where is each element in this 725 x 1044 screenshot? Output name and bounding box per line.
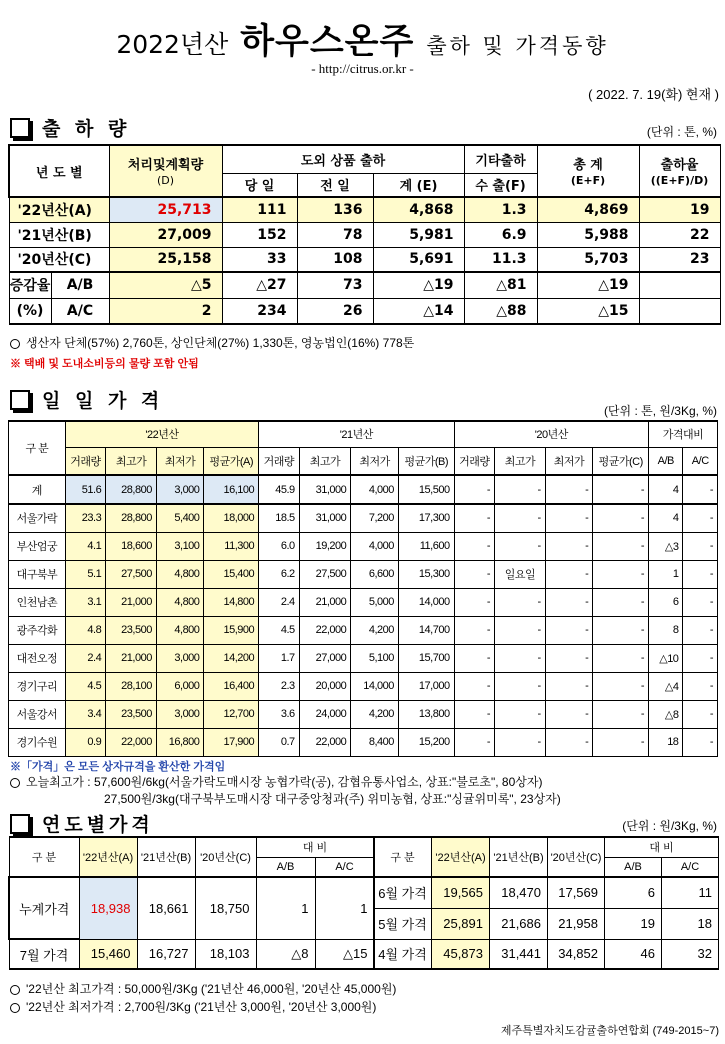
circle-bullet-icon — [10, 778, 20, 788]
document-title — [0, 14, 725, 62]
table-row: '22년산(A) 25,713 111 136 4,868 1.3 4,869 19 — [9, 197, 720, 222]
table-row: 4월 가격 45,873 31,441 34,852 46 32 — [374, 939, 719, 969]
table-row: 6월 가격 19,565 18,470 17,569 6 11 — [374, 877, 719, 908]
header-other: 기타출하 — [464, 145, 537, 173]
checkbox-square-icon — [10, 814, 30, 834]
header-prev: 전 일 — [297, 173, 373, 197]
title-year: 2022년산 — [116, 30, 229, 59]
circle-bullet-icon — [10, 339, 20, 349]
table-row: 경기수원 0.9 22,000 16,800 17,900 0.7 22,000 8,400 15,200 - - - - 18 - — [9, 728, 718, 756]
header-outside: 도외 상품 출하 — [222, 145, 464, 173]
yearly-section-title: 연도별가격 — [10, 810, 154, 837]
circle-bullet-icon — [10, 985, 20, 995]
table-row: 경기구리 4.5 28,100 6,000 16,400 2.3 20,000 14,000 17,000 - - - - △4 - — [9, 672, 718, 700]
table-row: 증감율 A/B △5 △27 73 △19 △81 △19 — [9, 272, 720, 298]
table-row: 대전오정 2.4 21,000 3,000 14,200 1.7 27,000 5,100 15,700 - - - - △10 - — [9, 644, 718, 672]
circle-bullet-icon — [10, 1003, 20, 1013]
table-row: 대구북부 5.1 27,500 4,800 15,400 6.2 27,500 6,600 15,300 - 일요일 - - 1 - — [9, 560, 718, 588]
report-date: ( 2022. 7. 19(화) 현재 ) — [588, 87, 719, 102]
shipment-unit: (단위 : 톤, %) — [646, 125, 717, 139]
header-ratio: 출하율 ((E+F)/D) — [639, 145, 720, 197]
yearly-table-left: 구 분 '22년산(A) '21년산(B) '20년산(C) 대 비 A/B A/C 누계가격 18,938 18,661 18,750 1 1 7월 가격 15,460 16,727 18,103 △8 △15 — [8, 836, 375, 970]
yearly-unit: (단위 : 원/3Kg, %) — [622, 819, 717, 833]
shipment-note: 생산자 단체(57%) 2,760톤, 상인단체(27%) 1,330톤, 영농법인(16%) 778톤 — [10, 334, 414, 351]
table-row: 광주각화 4.8 23,500 4,800 15,900 4.5 22,000 4,200 14,700 - - - - 8 - — [9, 616, 718, 644]
website-url[interactable]: - http://citrus.or.kr - — [311, 61, 414, 76]
daily-price-table: 구 분 '22년산 '21년산 '20년산 가격대비 거래량 최고가 최저가 평균가(A) 거래량 최고가 최저가 평균가(B) 거래량 최고가 최저가 평균가(C) A/B A/C 계 51.6 28,800 3,000 16,100 45.9 31,000 4,000 15,500 - - - - 4 - 서울가락 23.3 28,800 5,400 18,000 18.5 31,000 7,200 17,300 - - - - 4 - 부산엄궁 4.1 18,600 3,100 11,300 6.0 19,200 4,000 11,600 - - - - △3 - 대구북부 5.1 27,500 4,800 15,400 6.2 27,500 6,600 15,300 - 일요일 - - 1 - 인천남촌 3.1 21,000 4,800 14,800 2.4 21,000 5,000 14,000 - - - - 6 - 광주각화 4.8 23,500 4,800 15,900 4.5 22,000 4,200 14,700 - - - - 8 - 대전오정 2.4 21,000 3,000 14,200 1.7 27,000 5,100 15,700 - - - - △10 - 경기구리 4.5 28,100 6,000 16,400 2.3 20,000 14,000 17,000 - - - - △4 - 서울강서 3.4 23,500 3,000 12,700 3.6 24,000 4,200 13,800 - - - - △8 - 경기수원 0.9 22,000 16,800 17,900 0.7 22,000 8,400 15,200 - - - - 18 - — [8, 420, 718, 757]
daily-note-price: ※「가격」은 모든 상자규격을 환산한 가격임 — [10, 761, 226, 773]
daily-header-21: '21년산 — [259, 421, 454, 447]
header-sum: 총 계 (E+F) — [537, 145, 639, 197]
table-row: 5월 가격 25,891 21,686 21,958 19 18 — [374, 908, 719, 939]
daily-header-20: '20년산 — [454, 421, 648, 447]
table-row: 서울가락 23.3 28,800 5,400 18,000 18.5 31,000 7,200 17,300 - - - - 4 - — [9, 504, 718, 532]
table-row: (%) A/C 2 234 26 △14 △88 △15 — [9, 298, 720, 324]
daily-header-div: 구 분 — [9, 421, 66, 475]
footer-organization: 제주특별자치도감귤출하연합회 (749-2015~7) — [500, 1025, 719, 1037]
table-row: 서울강서 3.4 23,500 3,000 12,700 3.6 24,000 4,200 13,800 - - - - △8 - — [9, 700, 718, 728]
daily-header-cmp: 가격대비 — [649, 421, 718, 447]
table-row: 부산엄궁 4.1 18,600 3,100 11,300 6.0 19,200 4,000 11,600 - - - - △3 - — [9, 532, 718, 560]
daily-note-high1: 오늘최고가 : 57,600원/6kg(서울가락도매시장 농협가락(공), 감협유통사업소, 상표:"불로초", 80상자) — [10, 773, 542, 790]
shipment-table — [8, 144, 721, 325]
header-plan: 처리및계획량 (D) — [109, 145, 222, 197]
header-year: 년 도 별 — [9, 145, 109, 197]
title-subtitle: 출하 및 가격동향 — [426, 34, 609, 58]
yearly-note-min: '22년산 최저가격 : 2,700원/3Kg ('21년산 3,000원, '20년산 3,000원) — [10, 998, 376, 1015]
table-row: 7월 가격 15,460 16,727 18,103 △8 △15 — [9, 939, 374, 969]
header-export: 수 출(F) — [464, 173, 537, 197]
shipment-warning: ※ 택배 및 도내소비등의 물량 포함 안됨 — [10, 358, 199, 370]
daily-section-title: 일 일 가 격 — [10, 386, 163, 413]
daily-note-high2: 27,500원/3kg(대구북부도매시장 대구중앙청과(주) 위미농협, 상표:"싱귤위미록", 23상자) — [104, 792, 561, 806]
yearly-note-max: '22년산 최고가격 : 50,000원/3Kg ('21년산 46,000원, '20년산 45,000원) — [10, 980, 396, 997]
yearly-table-right: 구 분 '22년산(A) '21년산(B) '20년산(C) 대 비 A/B A/C 6월 가격 19,565 18,470 17,569 6 11 5월 가격 25,891 21,686 21,958 19 18 4월 가격 45,873 31,441 34,852 46 32 — [373, 836, 719, 970]
daily-header-22: '22년산 — [65, 421, 258, 447]
checkbox-square-icon — [10, 118, 30, 138]
shipment-section-title: 출 하 량 — [10, 114, 130, 141]
table-row: '21년산(B) 27,009 152 78 5,981 6.9 5,988 22 — [9, 222, 720, 247]
table-row: 계 51.6 28,800 3,000 16,100 45.9 31,000 4,000 15,500 - - - - 4 - — [9, 475, 718, 504]
table-row: '20년산(C) 25,158 33 108 5,691 11.3 5,703 23 — [9, 247, 720, 272]
daily-unit: (단위 : 톤, 원/3Kg, %) — [603, 404, 717, 418]
table-row: 인천남촌 3.1 21,000 4,800 14,800 2.4 21,000 5,000 14,000 - - - - 6 - — [9, 588, 718, 616]
checkbox-square-icon — [10, 390, 30, 410]
header-total: 계 (E) — [373, 173, 464, 197]
table-row: 누계가격 18,938 18,661 18,750 1 1 — [9, 877, 374, 939]
title-main: 하우스온주 — [240, 22, 415, 62]
header-today: 당 일 — [222, 173, 297, 197]
